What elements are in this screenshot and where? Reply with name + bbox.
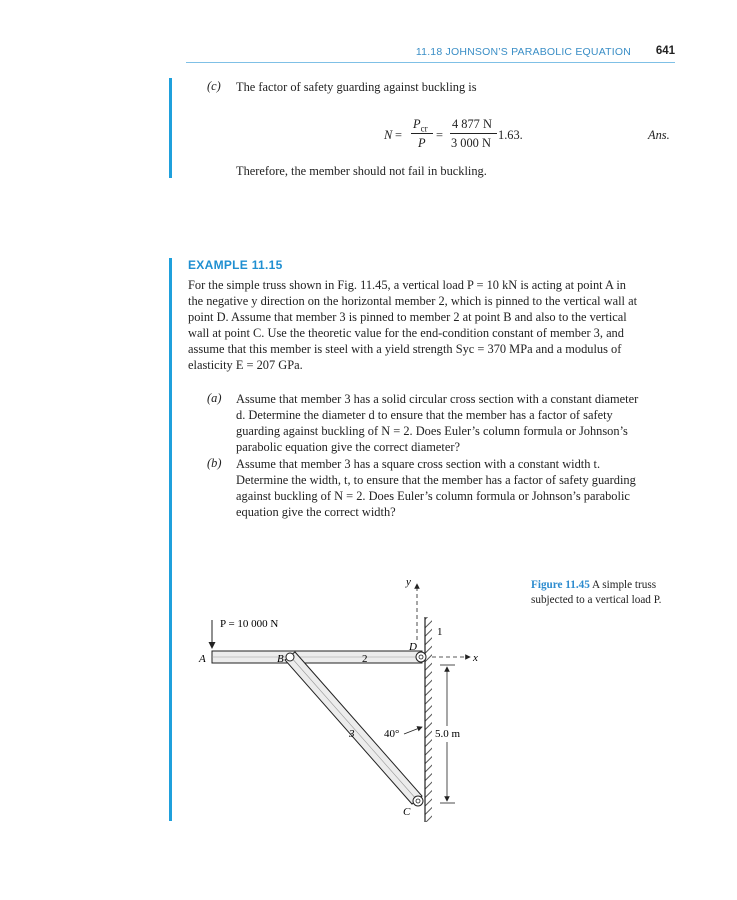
part-a-line: parabolic equation give the correct diameter? — [236, 440, 460, 454]
page-number: 641 — [655, 45, 675, 57]
part-b-line: Assume that member 3 has a square cross section with a constant width t. — [236, 457, 601, 471]
point-c-label: C — [403, 806, 411, 818]
part-a-line: guarding against buckling of N = 2. Does Euler’s column formula or Johnson’s — [236, 424, 628, 438]
load-label: P = 10 000 N — [220, 618, 279, 630]
member-3-label: 3 — [349, 728, 355, 740]
part-b-label: (b) — [207, 456, 222, 470]
example-line: elasticity E = 207 GPa. — [188, 358, 303, 372]
axis-x-label: x — [473, 652, 478, 664]
example-line: For the simple truss shown in Fig. 11.45, a vertical load P = 10 kN is acting at point A in — [188, 278, 626, 292]
example-line: the negative y direction on the horizontal member 2, which is pinned to the vertical wall at — [188, 294, 638, 308]
figure-caption-text: A simple truss subjected to a vertical load P. — [531, 579, 662, 606]
pin-c — [413, 796, 423, 806]
part-c-label: (c) — [207, 79, 221, 93]
eq-den-val: 3 000 N — [451, 136, 491, 150]
part-b-line: equation give the correct width? — [236, 505, 396, 519]
example-line: wall at point C. Use the theoretic value for the end-condition constant of member 3, and — [188, 326, 624, 340]
example-title: EXAMPLE 11.15 — [188, 258, 283, 272]
example-line: assume that this member is steel with a yield strength Syc = 370 MPa and a modulus of — [188, 342, 622, 356]
section-title: 11.18 JOHNSON’S PARABOLIC EQUATION — [415, 46, 631, 58]
height-label: 5.0 m — [435, 728, 461, 740]
member-1-label: 1 — [437, 626, 443, 638]
pin-d — [416, 652, 426, 662]
part-a-label: (a) — [207, 391, 222, 405]
figure-caption-label: Figure 11.45 — [531, 579, 590, 591]
part-a-line: d. Determine the diameter d to ensure that the member has a factor of safety — [236, 408, 613, 422]
eq-num-val: 4 877 N — [452, 117, 492, 131]
member-2-label: 2 — [362, 653, 368, 665]
part-c-text: The factor of safety guarding against buckling is — [236, 80, 477, 94]
point-b-label: B — [277, 653, 284, 665]
ans-label: Ans. — [648, 128, 670, 142]
pin-b — [286, 653, 294, 661]
part-b-line: against buckling of N = 2. Does Euler’s column formula or Johnson’s parabolic — [236, 489, 630, 503]
point-a-label: A — [199, 653, 206, 665]
eq-lhs: N — [384, 128, 393, 142]
angle-arrow — [404, 727, 422, 734]
eq-num-p: P — [413, 117, 421, 131]
eq-result: 1.63. — [498, 128, 523, 142]
part-b-line: Determine the width, t, to ensure that the member has a factor of safety guarding — [236, 473, 636, 487]
part-c-conclusion: Therefore, the member should not fail in buckling. — [236, 164, 487, 178]
axis-y-label: y — [406, 576, 411, 588]
angle-label: 40° — [384, 728, 400, 740]
point-d-label: D — [409, 641, 417, 653]
wall-hatch — [425, 617, 432, 822]
eq-den: P — [418, 136, 426, 150]
example-line: point D. Assume that member 3 is pinned to member 2 at point B and also to the vertical — [188, 310, 627, 324]
eq-num-sub: cr — [420, 123, 428, 134]
part-a-line: Assume that member 3 has a solid circular cross section with a constant diameter — [236, 392, 639, 406]
